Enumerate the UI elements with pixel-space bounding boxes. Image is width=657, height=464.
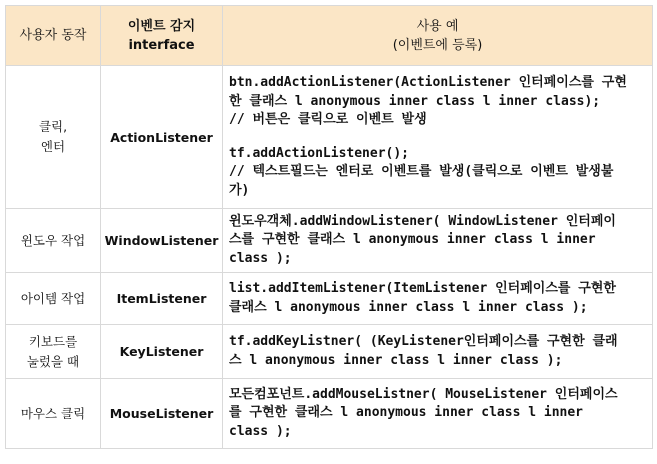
user-action-cell xyxy=(6,273,101,325)
code-line: btn.addActionListener(ActionListener 인터페이스를 구현 xyxy=(229,75,627,90)
header-event-interface-line1: 이벤트 감지 xyxy=(127,18,196,34)
usage-example-cell xyxy=(223,325,653,379)
user-action-line: 눌렀을 때 xyxy=(26,353,80,369)
header-usage-example xyxy=(223,6,653,66)
header-event-interface-line2: interface xyxy=(128,37,195,53)
table-row xyxy=(6,66,653,209)
listener-name-cell: ActionListener xyxy=(101,66,223,209)
user-action-line: 키보드를 xyxy=(28,333,78,349)
usage-example-cell xyxy=(223,66,653,209)
code-line: class ); xyxy=(229,423,292,439)
code-line: 윈도우객체.addWindowListener( WindowListener 인터페이 xyxy=(229,213,616,229)
user-action-cell xyxy=(6,66,101,209)
usage-example-cell xyxy=(223,273,653,325)
code-line: 클래스 l anonymous inner class l inner class ); xyxy=(229,299,588,315)
user-action-line: 아이템 작업 xyxy=(20,290,86,306)
header-event-interface xyxy=(101,6,223,66)
table-row xyxy=(6,379,653,449)
code-line: class ); xyxy=(229,250,292,266)
header-usage-example-line1: 사용 예 xyxy=(416,18,459,34)
code-comment-line: // 텍스트필드는 엔터로 이벤트를 발생(클릭으로 이벤트 발생불 xyxy=(229,164,614,179)
listener-name-cell: MouseListener xyxy=(101,379,223,449)
user-action-cell xyxy=(6,379,101,449)
code-line: 모든컴포넌트.addMouseListner( MouseListener 인터페이스 xyxy=(229,386,618,402)
code-line: tf.addKeyListner( (KeyListener인터페이스를 구현한 클래 xyxy=(229,334,618,349)
listener-name-cell: WindowListener xyxy=(101,209,223,273)
user-action-cell xyxy=(6,325,101,379)
code-line: list.addItemListener(ItemListener 인터페이스를 구현한 xyxy=(229,281,616,296)
table-header-row xyxy=(6,6,653,66)
header-usage-example-line2: (이벤트에 등록) xyxy=(392,37,483,53)
code-line: 를 구현한 클래스 l anonymous inner class l inner xyxy=(229,405,584,421)
listener-name-cell: KeyListener xyxy=(101,325,223,379)
listener-name-cell: ItemListener xyxy=(101,273,223,325)
header-user-action: 사용자 동작 xyxy=(6,6,101,66)
user-action-line: 윈도우 작업 xyxy=(20,232,86,248)
code-blank-line xyxy=(229,130,648,145)
table-row xyxy=(6,209,653,273)
usage-example-cell xyxy=(223,209,653,273)
code-line: tf.addActionListener(); xyxy=(229,145,410,161)
user-action-line: 엔터 xyxy=(40,139,66,154)
user-action-line: 클릭, xyxy=(38,119,68,134)
code-line: 스를 구현한 클래스 l anonymous inner class l inner xyxy=(229,232,596,248)
code-comment-line: 가) xyxy=(229,182,250,198)
table-row xyxy=(6,325,653,379)
table-row xyxy=(6,273,653,325)
code-comment-line: // 버튼은 클릭으로 이벤트 발생 xyxy=(229,112,427,127)
usage-example-cell xyxy=(223,379,653,449)
event-listener-table xyxy=(5,5,653,449)
code-line: 한 클래스 l anonymous inner class l inner class); xyxy=(229,93,601,109)
user-action-line: 마우스 클릭 xyxy=(20,405,86,421)
user-action-cell xyxy=(6,209,101,273)
code-line: 스 l anonymous inner class l inner class ); xyxy=(229,352,563,368)
